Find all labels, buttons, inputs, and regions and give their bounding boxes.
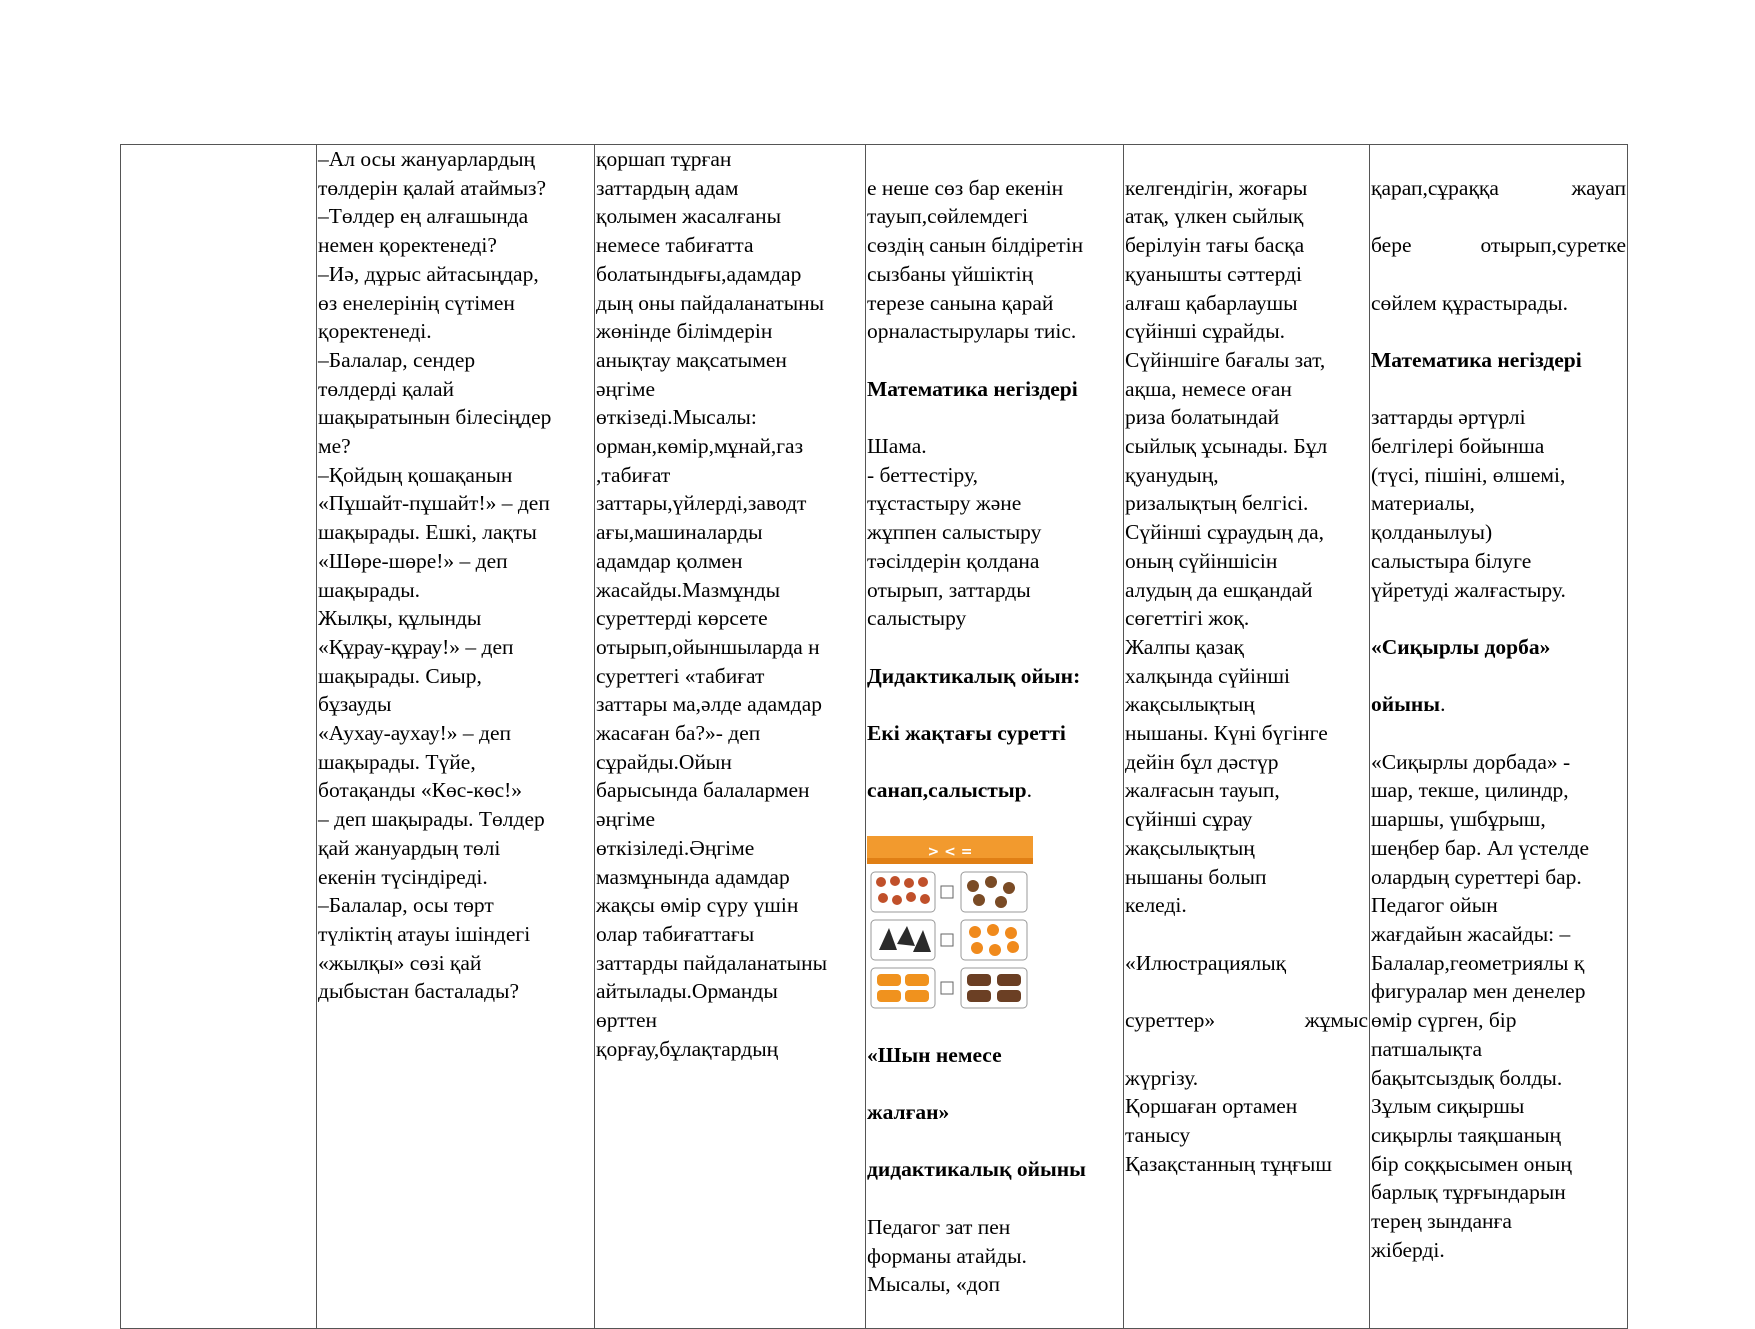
word: бере — [1371, 233, 1412, 258]
text-line: «Аухау-аухау!» – деп — [318, 721, 512, 746]
text-line: қоршап тұрған — [596, 147, 732, 171]
text-line: сөздің санын білдіретін — [867, 233, 1084, 258]
text-line: дыбыстан басталады? — [318, 979, 520, 1004]
text-line: немесе табиғатта — [596, 233, 754, 258]
text-line: жөнінде білімдерін — [596, 319, 773, 344]
animals-dialogue-text — [318, 145, 593, 1006]
text-line: сызбаны үйшіктің — [867, 261, 1034, 286]
text-line: өткізіледі.Әңгіме — [596, 835, 755, 860]
text-line: заттардың адам — [596, 175, 739, 200]
text-line: өз енелерінің сүтімен — [318, 290, 515, 315]
math-heading: Математика негіздері — [1371, 347, 1582, 372]
lesson-plan-table — [120, 144, 1628, 1329]
text-line: жұппен салыстыру — [867, 520, 1042, 545]
text-line: белгілері бойынша — [1371, 434, 1545, 459]
text-line: немен қоректенеді? — [318, 233, 497, 258]
text-line: (түсі, пішіні, өлшемі, — [1371, 462, 1566, 487]
text-line: қоректенеді. — [318, 319, 432, 344]
word: жауап — [1571, 175, 1626, 200]
text-line: ботақанды «Көс-көс!» — [318, 778, 523, 803]
text-line: шақыратынын білесіңдер — [318, 405, 552, 430]
text-line: салыстыра білуге — [1371, 548, 1532, 573]
text-line: берілуін тағы басқа — [1125, 233, 1305, 258]
game2-heading: дидактикалық ойыны — [867, 1157, 1086, 1182]
text-line: танысу — [1125, 1122, 1191, 1147]
text-line: отырып, заттарды — [867, 577, 1031, 602]
text-line: дейін бұл дәстүр — [1125, 749, 1279, 774]
paragraph — [1125, 1064, 1368, 1179]
text-line: қай жануардың төлі — [318, 835, 501, 860]
text-line: Мысалы, «доп — [867, 1272, 1000, 1297]
text-line: мазмұнында адамдар — [596, 864, 790, 889]
text-line: айтылады.Орманды — [596, 979, 778, 1004]
text-line: фигуралар мен денелер — [1371, 979, 1586, 1004]
magic-bag-text — [1371, 145, 1626, 1293]
text-line: қуанудың, — [1125, 462, 1219, 487]
punctuation: . — [1440, 692, 1446, 717]
text-line: Педагог ойын — [1371, 893, 1498, 918]
text-line: сөйлем құрастырады. — [1371, 290, 1568, 315]
text-line: бір соққысымен оның — [1371, 1151, 1572, 1176]
text-line: келеді. — [1125, 893, 1187, 918]
paragraph — [867, 174, 1122, 346]
text-line: тауып,сөйлемдегі — [867, 204, 1029, 229]
text-line: Жылқы, құлынды — [318, 606, 482, 631]
text-line: өрттен — [596, 1008, 658, 1033]
text-line: «Құрау-құрау!» – деп — [318, 634, 514, 659]
text-line: түліктің атауы ішіндегі — [318, 921, 531, 946]
text-line: сүйінші сұрайды. — [1125, 319, 1286, 344]
text-line: оның сүйіншісін — [1125, 548, 1278, 573]
text-line: Педагог зат пен — [867, 1214, 1011, 1239]
text-line: анықтау мақсатымен — [596, 347, 787, 372]
table-cell-nature-conversation — [595, 145, 866, 1329]
text-line: төлдерді қалай — [318, 376, 455, 401]
text-line: отырып,ойыншыларда н — [596, 634, 820, 659]
text-line: –Ал осы жануарлардың — [318, 147, 536, 171]
table-cell-math-games — [866, 145, 1124, 1329]
text-line: ризалықтың белгісі. — [1125, 491, 1309, 516]
text-line: шақырады. Сиыр, — [318, 663, 482, 688]
game-heading: «Сиқырлы дорба» — [1371, 634, 1551, 659]
text-line: сиқырлы таяқшаның — [1371, 1122, 1562, 1147]
text-line: әңгіме — [596, 376, 655, 401]
text-line: атақ, үлкен сыйлық — [1125, 204, 1304, 229]
text-line: тәсілдерін қолдана — [867, 548, 1040, 573]
text-line: жақсы өмір сүру үшін — [596, 893, 799, 918]
text-line: сүйінші сұрау — [1125, 807, 1253, 832]
text-line: материалы, — [1371, 491, 1475, 516]
text-line: алғаш қабарлаушы — [1125, 290, 1298, 315]
text-line: Сүйінші сұраудың да, — [1125, 520, 1324, 545]
illustration-word: суреттер» — [1125, 1008, 1216, 1033]
text-line: шақырады. Ешкі, лақты — [318, 520, 537, 545]
text-line: Жалпы қазақ — [1125, 634, 1244, 659]
text-line: патшалықта — [1371, 1036, 1482, 1061]
text-line: «Шөре-шөре!» – деп — [318, 548, 508, 573]
word: қарап,сұраққа — [1371, 175, 1499, 200]
text-line: жасаған ба?»- деп — [596, 721, 761, 746]
text-line: олардың суреттері бар. — [1371, 864, 1582, 889]
table-cell-tradition-text — [1124, 145, 1370, 1329]
text-line: бұзауды — [318, 692, 392, 717]
text-line: Сүйіншіге бағалы зат, — [1125, 347, 1326, 372]
justified-line — [1371, 174, 1626, 203]
text-line: келгендігін, жоғары — [1125, 175, 1308, 200]
math-heading: Математика негіздері — [867, 376, 1078, 401]
game2-heading: «Шын немесе — [867, 1042, 1002, 1067]
text-line: адамдар қолмен — [596, 548, 743, 573]
illustration-word: жұмыс — [1304, 1008, 1368, 1033]
table-row — [121, 145, 1628, 1329]
text-line: –Қойдың қошақанын — [318, 462, 513, 487]
illustration-line: «Илюстрациялық — [1125, 950, 1287, 975]
text-line: бақытсыздық болды. — [1371, 1065, 1563, 1090]
text-line: заттары,үйлерді,заводт — [596, 491, 807, 516]
text-line: қолданылуы) — [1371, 520, 1493, 545]
tradition-text — [1125, 145, 1368, 1207]
text-line: жақсылықтың — [1125, 835, 1255, 860]
text-line: шар, текше, цилиндр, — [1371, 778, 1569, 803]
text-line: ағы,машиналарды — [596, 520, 763, 545]
text-line: салыстыру — [867, 606, 967, 631]
text-line: сұрайды.Ойын — [596, 749, 732, 774]
text-line: жасайды.Мазмұнды — [596, 577, 781, 602]
text-line: нышаны болып — [1125, 864, 1267, 889]
text-line: сөгеттігі жоқ. — [1125, 606, 1250, 631]
word: отырып,суретке — [1480, 233, 1626, 258]
text-line: форманы атайды. — [867, 1243, 1027, 1268]
comparison-symbols: > < = — [927, 843, 973, 860]
text-line: тұстастыру және — [867, 491, 1022, 516]
text-line: «Сиқырлы дорбада» - — [1371, 749, 1571, 774]
text-line: жүргізу. — [1125, 1065, 1199, 1090]
math-games-text — [867, 145, 1122, 1328]
paragraph — [867, 432, 1122, 633]
text-line: заттарды әртүрлі — [1371, 405, 1526, 430]
text-line: орналастырулары тиіс. — [867, 319, 1077, 344]
game-heading: ойыны — [1371, 692, 1441, 717]
text-line: шақырады. — [318, 577, 421, 602]
text-line: жіберді. — [1371, 1237, 1445, 1262]
text-line: жалғасын тауып, — [1125, 778, 1280, 803]
game-heading: Дидактикалық ойын: — [867, 663, 1081, 688]
paragraph — [1371, 403, 1626, 604]
text-line: екенін түсіндіреді. — [318, 864, 488, 889]
text-line: –Иә, дұрыс айтасыңдар, — [318, 261, 539, 286]
text-line: ,табиғат — [596, 462, 671, 487]
game-heading: Екі жақтағы суретті — [867, 721, 1066, 746]
text-line: заттарды пайдаланатыны — [596, 950, 828, 975]
text-line: – деп шақырады. Төлдер — [318, 807, 545, 832]
game2-heading: жалған» — [867, 1099, 950, 1124]
text-line: ақша, немесе оған — [1125, 376, 1292, 401]
text-line: –Балалар, сендер — [318, 347, 476, 372]
text-line: ме? — [318, 434, 351, 459]
text-line: барысында балалармен — [596, 778, 810, 803]
table-cell-empty — [121, 145, 317, 1329]
text-line: жақсылықтың — [1125, 692, 1255, 717]
text-line: Шама. — [867, 434, 927, 459]
text-line: суреттегі «табиғат — [596, 663, 765, 688]
text-line: қуанышты сәттерді — [1125, 261, 1302, 286]
text-line: терең зынданға — [1371, 1209, 1512, 1234]
text-line: алудың да ешқандай — [1125, 577, 1313, 602]
nature-conversation-text — [596, 145, 864, 1064]
text-line: халқында сүйінші — [1125, 663, 1290, 688]
game-heading: санап,салыстыр — [867, 778, 1027, 803]
text-line: Қоршаған ортамен — [1125, 1094, 1298, 1119]
text-line: шақырады. Түйе, — [318, 749, 476, 774]
text-line: нышаны. Күні бүгінге — [1125, 721, 1328, 746]
text-line: е неше сөз бар екенін — [867, 175, 1064, 200]
text-line: «жылқы» сөзі қай — [318, 950, 482, 975]
text-line: «Пұшайт-пұшайт!» – деп — [318, 491, 550, 516]
text-line: Балалар,геометриялы қ — [1371, 950, 1585, 975]
text-line: –Балалар, осы төрт — [318, 893, 494, 918]
text-line: –Төлдер ең алғашында — [318, 204, 529, 229]
table-cell-magic-bag-game — [1370, 145, 1628, 1329]
text-line: сыйлық ұсынады. Бұл — [1125, 434, 1328, 459]
text-line: шаршы, үшбұрыш, — [1371, 807, 1546, 832]
text-line: - беттестіру, — [867, 462, 978, 487]
paragraph — [1125, 174, 1368, 920]
text-line: дың оны пайдаланатыны — [596, 290, 825, 315]
text-line: қорғау,бұлақтардың — [596, 1036, 779, 1061]
text-line: суреттерді көрсете — [596, 606, 768, 631]
text-line: Қазақстанның тұңғыш — [1125, 1151, 1332, 1176]
table-cell-animals-dialogue — [317, 145, 595, 1329]
text-line: риза болатындай — [1125, 405, 1280, 430]
text-line: төлдерін қалай атаймыз? — [318, 175, 547, 200]
punctuation: . — [1026, 778, 1032, 803]
text-line: шеңбер бар. Ал үстелде — [1371, 835, 1589, 860]
text-line: өмір сүрген, бір — [1371, 1008, 1517, 1033]
text-line: өткізеді.Мысалы: — [596, 405, 757, 430]
count-compare-game-image — [867, 836, 1033, 1012]
text-line: орман,көмір,мұнай,газ — [596, 434, 804, 459]
text-line: қолымен жасалғаны — [596, 204, 782, 229]
illustration-line — [1125, 1006, 1368, 1035]
text-line: терезе санына қарай — [867, 290, 1054, 315]
text-line: үйретуді жалғастыру. — [1371, 577, 1566, 602]
paragraph — [867, 1213, 1122, 1299]
text-line: әңгіме — [596, 807, 655, 832]
text-line: болатындығы,адамдар — [596, 261, 802, 286]
text-line: Зұлым сиқыршы — [1371, 1094, 1525, 1119]
text-line: заттары ма,әлде адамдар — [596, 692, 823, 717]
justified-line — [1371, 231, 1626, 260]
text-line: барлық тұрғындарын — [1371, 1180, 1566, 1205]
paragraph — [1371, 748, 1626, 1265]
text-line: жағдайын жасайды: – — [1371, 921, 1571, 946]
text-line: олар табиғаттағы — [596, 921, 755, 946]
